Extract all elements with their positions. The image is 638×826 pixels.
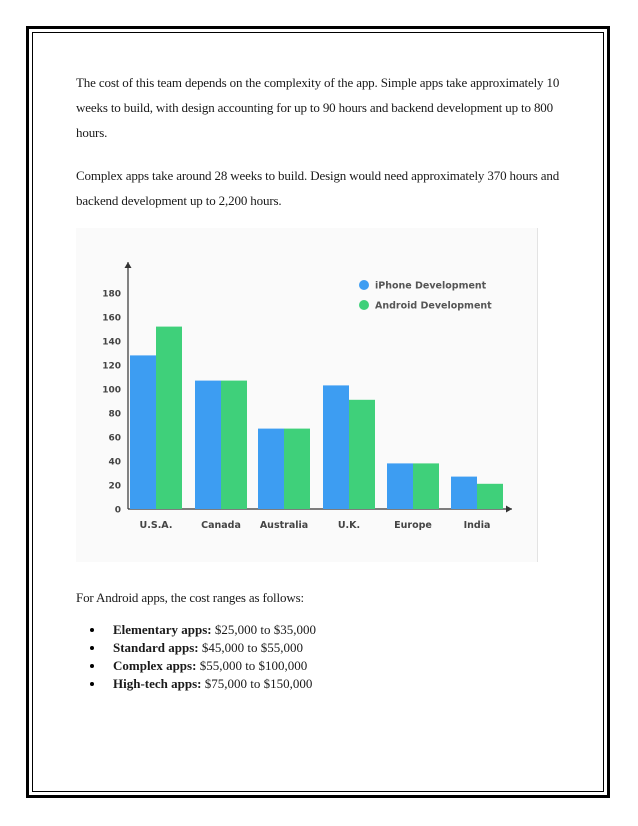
price-item-range: $45,000 to $55,000 bbox=[201, 640, 303, 655]
y-axis-arrow bbox=[125, 262, 132, 268]
bar-android bbox=[349, 400, 375, 509]
x-tick-label: Australia bbox=[259, 520, 309, 531]
price-list-item bbox=[88, 675, 316, 693]
bar-android bbox=[477, 484, 503, 509]
price-list-item bbox=[88, 621, 316, 639]
y-tick-label: 120 bbox=[102, 361, 121, 372]
bar-iphone bbox=[323, 385, 349, 509]
android-price-list bbox=[88, 621, 316, 693]
legend-label: iPhone Development bbox=[375, 280, 487, 292]
price-item-label: Elementary apps: bbox=[113, 622, 212, 637]
bar-android bbox=[284, 429, 310, 509]
y-tick-label: 40 bbox=[108, 457, 121, 468]
y-tick-label: 80 bbox=[108, 409, 121, 420]
price-item-label: Standard apps: bbox=[113, 640, 199, 655]
legend-marker bbox=[359, 300, 369, 310]
cost-bar-chart bbox=[76, 228, 538, 562]
complex-apps-paragraph: Complex apps take around 28 weeks to build. Design would need approximately 370 hours and backend development up to 2,200 hours. bbox=[76, 168, 560, 208]
price-item-label: High-tech apps: bbox=[113, 676, 202, 691]
bar-android bbox=[156, 327, 182, 509]
x-axis-arrow bbox=[506, 506, 512, 513]
bar-iphone bbox=[195, 381, 221, 509]
y-tick-label: 140 bbox=[102, 337, 121, 348]
x-tick-label: U.K. bbox=[337, 520, 361, 531]
x-tick-label: U.S.A. bbox=[139, 520, 173, 531]
y-tick-label: 0 bbox=[114, 505, 121, 516]
chart-canvas bbox=[76, 228, 538, 562]
bar-android bbox=[221, 381, 247, 509]
legend-marker bbox=[359, 280, 369, 290]
y-tick-label: 60 bbox=[108, 433, 121, 444]
price-item-range: $25,000 to $35,000 bbox=[214, 622, 316, 637]
y-tick-label: 180 bbox=[102, 289, 121, 300]
price-list-item bbox=[88, 657, 316, 675]
y-tick-label: 100 bbox=[102, 385, 121, 396]
price-item-range: $75,000 to $150,000 bbox=[204, 676, 313, 691]
legend-label: Android Development bbox=[375, 300, 492, 312]
price-list-item bbox=[88, 639, 316, 657]
price-item-label: Complex apps: bbox=[113, 658, 197, 673]
bar-iphone bbox=[451, 477, 477, 509]
x-tick-label: Canada bbox=[201, 520, 241, 531]
price-item-range: $55,000 to $100,000 bbox=[199, 658, 308, 673]
bar-android bbox=[413, 463, 439, 509]
bar-iphone bbox=[258, 429, 284, 509]
y-tick-label: 160 bbox=[102, 313, 121, 324]
x-tick-label: India bbox=[463, 520, 491, 531]
bar-iphone bbox=[130, 355, 156, 509]
x-tick-label: Europe bbox=[394, 520, 432, 531]
y-tick-label: 20 bbox=[108, 481, 121, 492]
intro-paragraph: The cost of this team depends on the complexity of the app. Simple apps take approximately 10 weeks to build, with design accounting for up to 90 hours and backend development up to 800 hours. bbox=[76, 75, 560, 140]
bar-iphone bbox=[387, 463, 413, 509]
android-cost-intro: For Android apps, the cost ranges as follows: bbox=[76, 590, 304, 605]
